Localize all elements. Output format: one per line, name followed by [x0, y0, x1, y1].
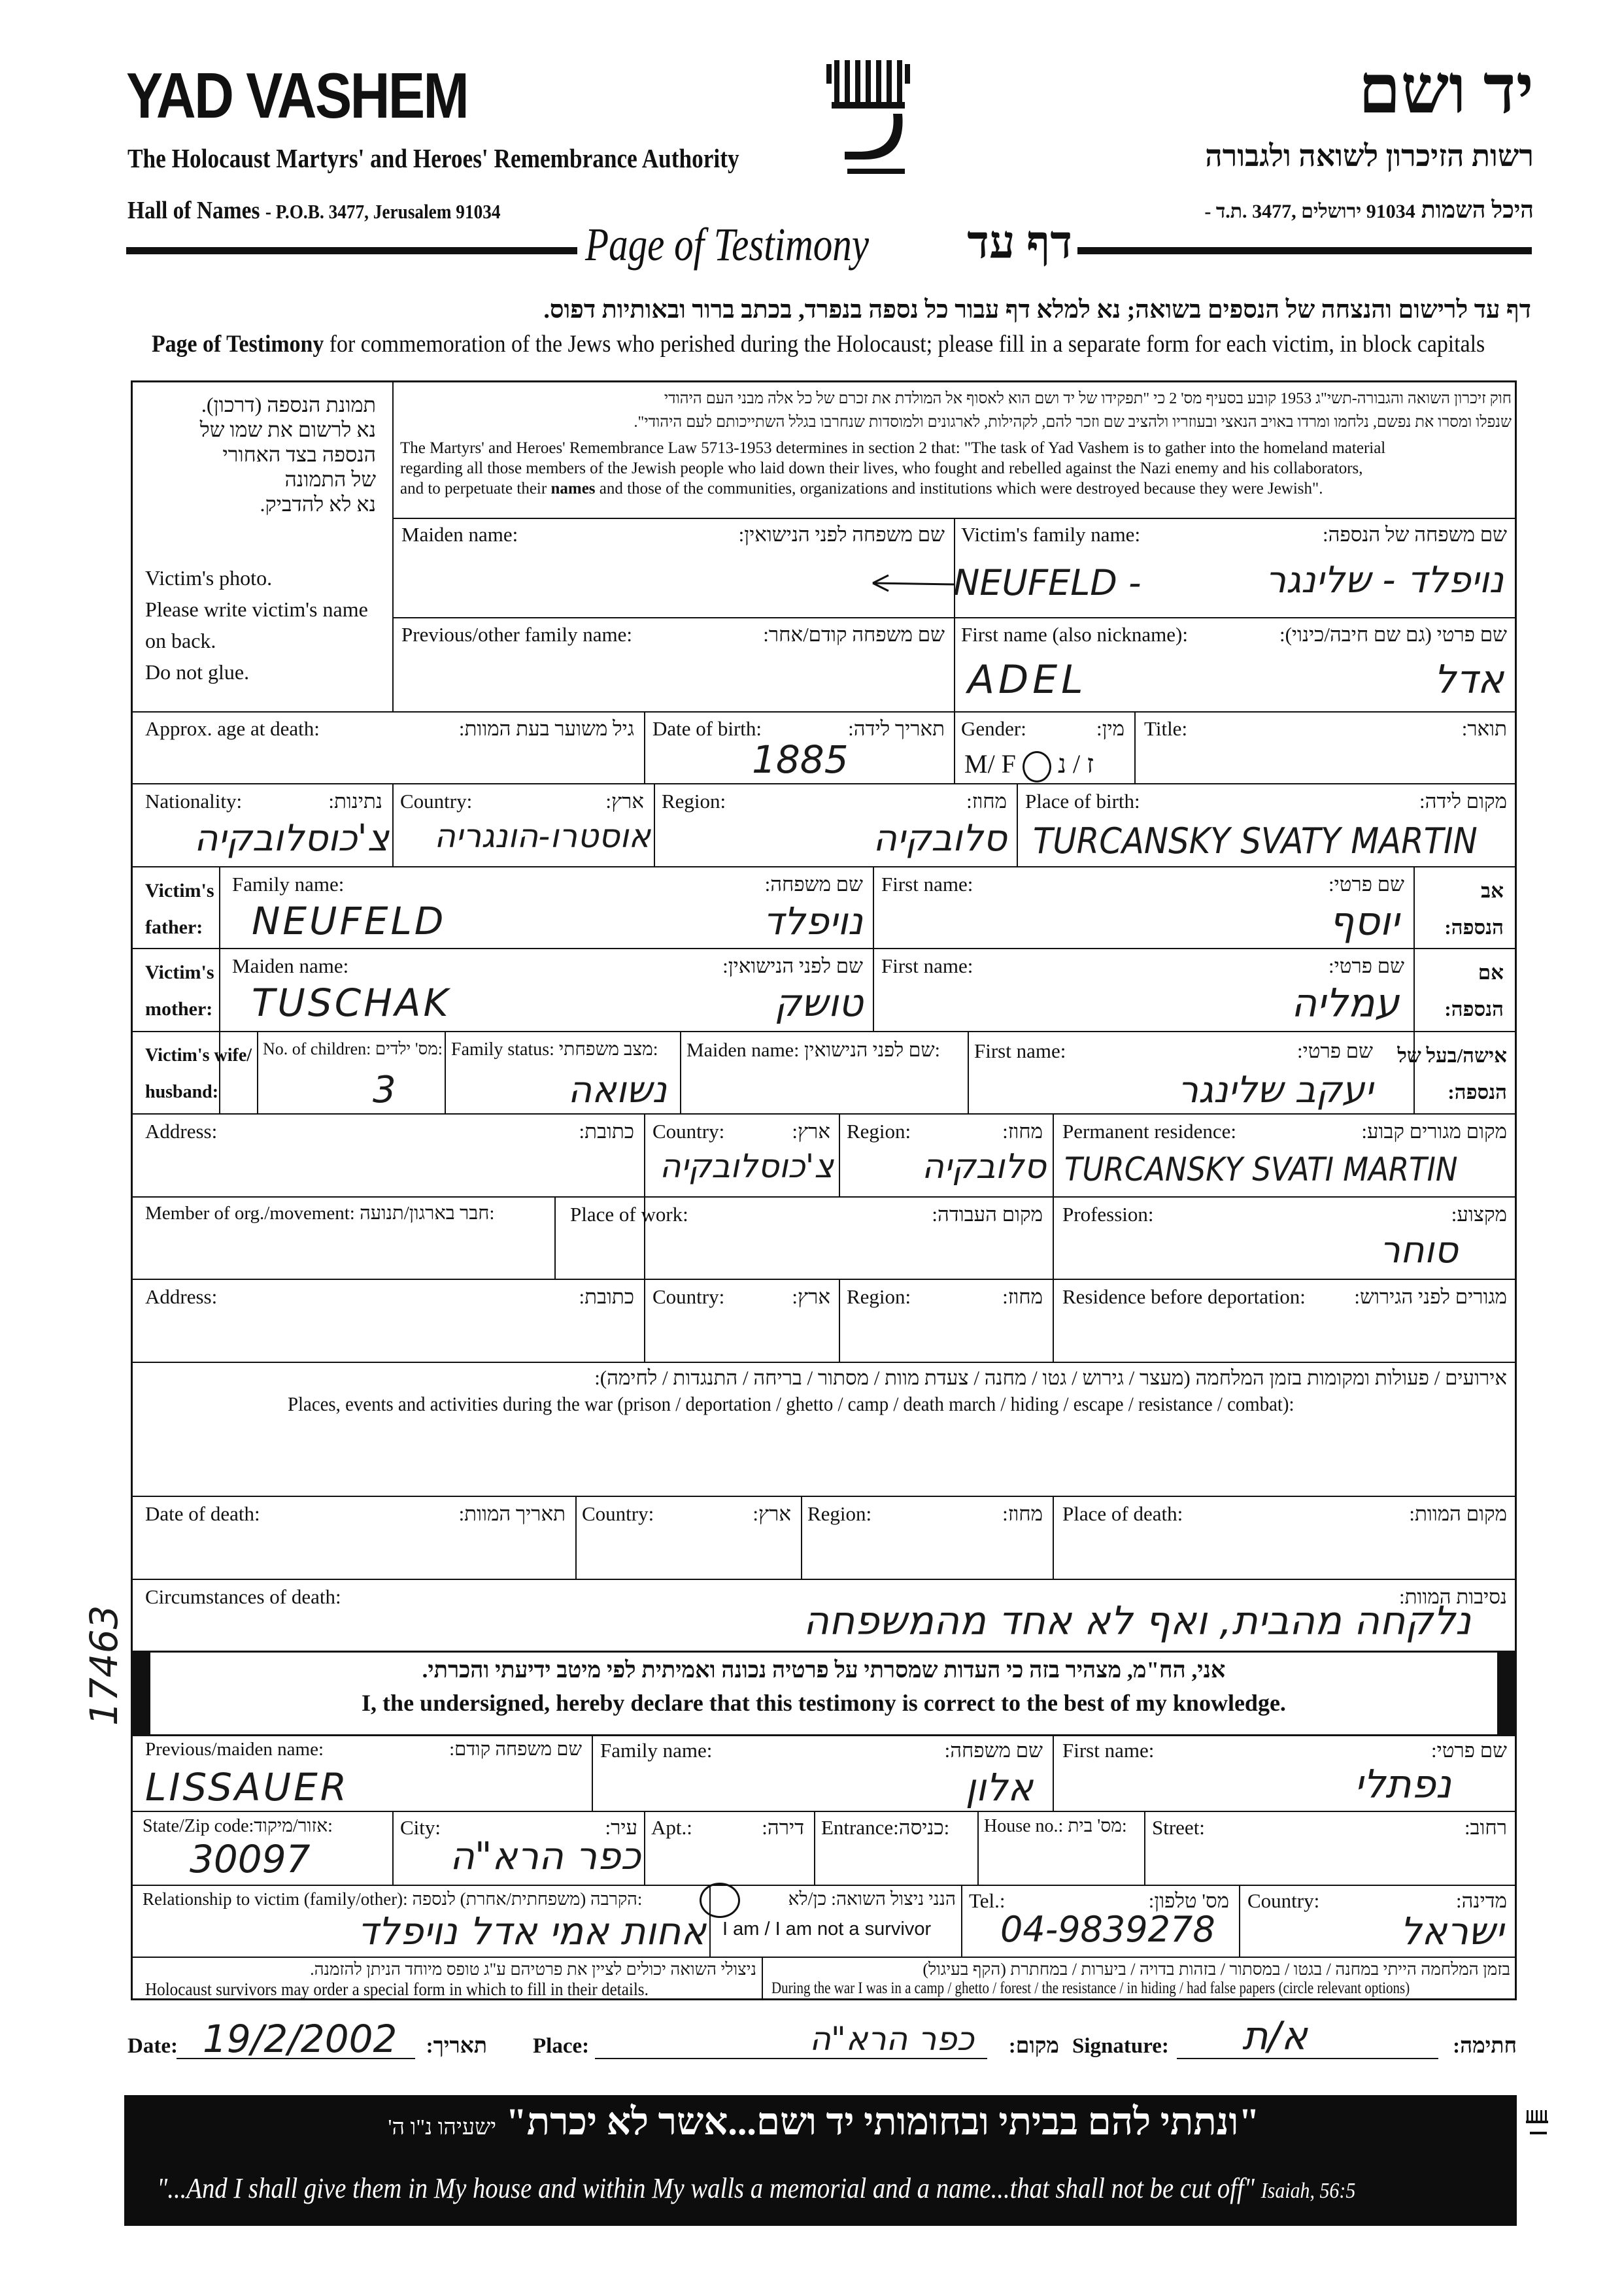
circumstances-label-he: נסיבות המוות: [1399, 1585, 1507, 1608]
father-first-value[interactable]: יוסף [1328, 899, 1399, 945]
country-label-he: ארץ: [605, 790, 644, 813]
previous-family-name-label: Previous/other family name: [401, 623, 632, 646]
addr-region-value[interactable]: סלובקיה [921, 1147, 1046, 1186]
tel-value[interactable]: 04-9839278 [1000, 1909, 1215, 1950]
spouse-first-label-he: שם פרטי: [1297, 1039, 1373, 1062]
authority-en: The Holocaust Martyrs' and Heroes' Remembrance Authority [127, 143, 739, 173]
address2-label-he: כתובת: [579, 1285, 634, 1308]
submitter-country-label-he: מדינה: [1456, 1889, 1507, 1912]
profession-label-he: מקצוע: [1451, 1203, 1507, 1226]
maiden-name-label: Maiden name: [401, 523, 518, 546]
mother-first-value[interactable]: עמליה [1291, 981, 1399, 1026]
submitter-first-label: First name: [1062, 1739, 1155, 1762]
street-label: Street: [1152, 1816, 1205, 1839]
mother-maiden-label-he: שם לפני הנישואין: [722, 954, 863, 977]
photo-instructions-en: Victim's photo. Please write victim's name on back. Do not glue. [145, 566, 368, 684]
dob-label-he: תאריך לידה: [848, 717, 945, 740]
mother-label-he: אם הנספה: [1444, 961, 1504, 1020]
address-label: Address: [145, 1120, 218, 1143]
survivor-label-he: הנני ניצול השואה: כן/לא [788, 1889, 956, 1909]
page-title-en: Page of Testimony [585, 218, 870, 271]
gender-circle [1023, 751, 1051, 782]
archive-number: 17463 [82, 1605, 126, 1726]
member-org-label: Member of org./movement: חבר בארגון/תנועה: [145, 1203, 495, 1224]
intro-he: דף עד לרישום והנצחה של הנספים בשואה; נא למלא דף עבור כל נספה בנפרד, בכתב ברור ובאותיות דפוס. [543, 296, 1531, 324]
org-name-en: YAD VASHEM [126, 59, 468, 131]
addr-country-label-he: ארץ: [792, 1120, 830, 1143]
spouse-first-value[interactable]: יעקב שלינגר [1177, 1069, 1373, 1111]
city-value[interactable]: כפר הרא"ה [449, 1834, 641, 1878]
spouse-maiden-label: Maiden name: שם לפני הנישואין: [686, 1039, 940, 1061]
permanent-residence-label-he: מקום מגורים קבוע: [1361, 1120, 1507, 1143]
place-of-work-label-he: מקום העבודה: [932, 1203, 1043, 1226]
submitter-family-label: Family name: [600, 1739, 713, 1762]
photo-instructions-he: תמונת הנספה (דרכון). נא לרשום את שמו של הנספה בצד האחורי של התמונה נא לא להדביק. [199, 393, 376, 516]
entrance-label: Entrance:כניסה: [821, 1816, 950, 1839]
submitter-family-label-he: שם משפחה: [944, 1739, 1043, 1762]
family-status-value[interactable]: נשואה [567, 1069, 667, 1111]
addr2-region-label: Region: [847, 1285, 911, 1308]
submitter-first-value[interactable]: נפתלי [1354, 1762, 1451, 1807]
victim-family-name-label: Victim's family name: [961, 523, 1141, 546]
submitter-prev-name-label-he: שם משפחה קודם: [449, 1739, 582, 1760]
father-label-he: אב הנספה: [1444, 879, 1504, 939]
death-region-label: Region: [807, 1502, 872, 1525]
street-label-he: רחוב: [1464, 1816, 1507, 1839]
region-label: Region: [662, 790, 726, 813]
children-value[interactable]: 3 [373, 1069, 396, 1111]
signature-label: Signature: [1072, 2034, 1169, 2058]
addr-region-label-he: מחוז: [1002, 1120, 1043, 1143]
place-label-he: מקום: [1008, 2034, 1059, 2058]
addr2-country-label: Country: [652, 1285, 725, 1308]
law-text-en: The Martyrs' and Heroes' Remembrance Law 5713-1953 determines in section 2 that: "The task of Yad Vashem is to gather into the homeland material regarding all those members of the Jewish people who laid down their lives, who fought and rebelled against the Nazi enemy and his collaborators, and to perpetuate their names and those of the communities, organizations and institutions which were destroyed because they were Jewish". [400, 439, 1386, 497]
profession-value[interactable]: סוחר [1379, 1229, 1458, 1271]
addr-country-value[interactable]: צ'כוסלובקיה [659, 1147, 834, 1185]
permanent-residence-label: Permanent residence: [1062, 1120, 1236, 1143]
war-status-he: בזמן המלחמה הייתי במחנה / בגטו / במסתור / בזהות בדויה / ביערות / במחתרת (הקף בעיגול) [922, 1960, 1510, 1979]
address-label-he: כתובת: [579, 1120, 634, 1143]
mother-maiden-label: Maiden name: [232, 954, 349, 977]
previous-family-name-label-he: שם משפחה קודם/אחר: [763, 623, 945, 646]
place-label: Place: [533, 2034, 590, 2058]
date-label-he: תאריך: [426, 2034, 487, 2058]
date-of-death-label-he: תאריך המוות: [458, 1502, 566, 1525]
city-label-he: עיר: [605, 1816, 637, 1839]
first-name-value-he[interactable]: אדל [1434, 657, 1504, 703]
declaration-bar-left [131, 1651, 150, 1734]
first-name-label: First name (also nickname): [961, 623, 1188, 646]
place-of-death-label: Place of death: [1062, 1502, 1183, 1525]
spouse-label: Victim's wife/ husband: [145, 1045, 252, 1102]
nationality-label-he: נתינות: [328, 790, 382, 813]
profession-label: Profession: [1062, 1203, 1154, 1226]
addr-region-label: Region: [847, 1120, 911, 1143]
quote-en: "...And I shall give them in My house and within My walls a memorial and a name...that shall not be cut off" Isaiah, 56:5 [157, 2172, 1356, 2204]
header-rule-left [126, 247, 577, 254]
place-of-birth-label-he: מקום לידה: [1419, 790, 1507, 813]
death-country-label-he: ארץ: [753, 1502, 791, 1525]
age-label: Approx. age at death: [145, 717, 320, 740]
maiden-name-label-he: שם משפחה לפני הנישואין: [738, 523, 945, 546]
mother-maiden-value-en[interactable]: TUSCHAK [252, 981, 451, 1025]
war-events-label-he: אירועים / פעולות ומקומות בזמן המלחמה (מעצר / גירוש / גטו / מחנה / צעדת מוות / מסתור / בריחה / התנגדות / לחימה): [594, 1366, 1507, 1389]
relationship-value[interactable]: אחות אמי אדל נויפלד [357, 1909, 706, 1953]
father-family-label: Family name: [232, 873, 345, 896]
place-of-work-label: Place of work: [570, 1203, 688, 1226]
country-label: Country: [400, 790, 473, 813]
country-value[interactable]: אוסטרו-הונגריה [434, 817, 651, 855]
submitter-country-value[interactable]: ישראל [1400, 1909, 1504, 1953]
mother-label: Victim's mother: [145, 962, 214, 1020]
gender-options[interactable]: M/ F ז / נ [964, 748, 1094, 782]
declaration-he: אני, הח"מ, מצהיר בזה כי העדות שמסרתי על פרטיה נכונה ואמיתית לפי מיטב ידיעתי והכרתי. [422, 1657, 1226, 1683]
apt-label: Apt.: [651, 1816, 692, 1839]
father-first-label: First name: [881, 873, 973, 896]
page-title-he: דף עד [967, 218, 1072, 268]
law-text-he: חוק זיכרון השואה והגבורה-תשי"ג 1953 קובע בסעיף מס' 2 כי "תפקידו של יד ושם הוא לאסוף אל המולדת את זכרם של כל אלה מבני העם היהודי שנפלו ומסרו את נפשם, נלחמו ומרדו באויב הנאצי ובעוזריו ולהציב שם וזכר להם, לקהילות, לארגונים ולמוסדות שנחרבו בגלל השתייכותם לעם היהודי". [634, 390, 1512, 431]
mother-first-label-he: שם פרטי: [1328, 954, 1404, 977]
title-label: Title: [1144, 717, 1188, 740]
org-name-he: יד ושם [1358, 52, 1534, 127]
father-family-value-en[interactable]: NEUFELD [252, 899, 447, 943]
date-label: Date: [127, 2034, 178, 2058]
zip-label: State/Zip code:אזור/מיקוד: [143, 1816, 333, 1836]
age-label-he: גיל משוער בעת המוות: [458, 717, 634, 740]
hall-of-names-he: היכל השמות 91034 ירושלים ,3477 .ת.ד - [1204, 197, 1534, 223]
declaration-bar-right [1497, 1651, 1517, 1734]
father-first-label-he: שם פרטי: [1328, 873, 1404, 896]
intro-en: Page of Testimony for commemoration of the Jews who perished during the Holocaust; please fill in a separate form for each victim, in block capitals [152, 331, 1485, 358]
region-value[interactable]: סלובקיה [873, 817, 1007, 860]
victim-family-name-value-he[interactable]: נויפלד - שלינגר [1265, 559, 1504, 601]
nationality-label: Nationality: [145, 790, 243, 813]
place-of-birth-label: Place of birth: [1025, 790, 1140, 813]
city-label: City: [400, 1816, 441, 1839]
addr2-region-label-he: מחוז: [1002, 1285, 1043, 1308]
submitter-prev-name-value[interactable]: LISSAUER [145, 1765, 350, 1809]
addr2-country-label-he: ארץ: [792, 1285, 830, 1308]
house-no-label: House no.: מס' בית: [984, 1816, 1127, 1836]
war-status-en: During the war I was in a camp / ghetto / forest / the resistance / in hiding / had false papers (circle relevant options) [771, 1979, 1410, 1997]
children-label: No. of children: מס' ילדים: [263, 1039, 443, 1058]
father-family-value-he[interactable]: נויפלד [763, 899, 863, 943]
tel-label: Tel.: [969, 1889, 1006, 1912]
place-of-death-label-he: מקום המוות: [1409, 1502, 1507, 1525]
gender-label: Gender: [961, 717, 1026, 740]
address2-label: Address: [145, 1285, 218, 1308]
family-status-label: Family status: מצב משפחתי: [451, 1039, 658, 1060]
victim-family-name-label-he: שם משפחה של הנספה: [1323, 523, 1507, 546]
death-region-label-he: מחוז: [1002, 1502, 1043, 1525]
zip-value[interactable]: 30097 [190, 1837, 311, 1881]
spouse-first-label: First name: [974, 1039, 1066, 1062]
signature-value[interactable]: א/ת [1242, 2013, 1308, 2059]
nationality-value[interactable]: צ'כוסלובקיה [194, 817, 389, 860]
survivors-note-en: Holocaust survivors may order a special form in which to fill in their details. [145, 1979, 649, 1999]
circumstances-value[interactable]: נלקחה מהבית, ואף לא אחד מהמשפחה [803, 1598, 1471, 1644]
dob-value[interactable]: 1885 [752, 737, 849, 782]
gender-label-he: מין: [1096, 717, 1125, 740]
survivor-circle [700, 1883, 740, 1918]
place-value[interactable]: כפר הרא"ה [809, 2020, 974, 2058]
authority-he: רשות הזיכרון לשואה ולגבורה [1205, 139, 1534, 173]
father-label: Victim's father: [145, 880, 214, 938]
relationship-label: Relationship to victim (family/other): הקרבה (משפחתית/אחרת) לנספה: [143, 1889, 643, 1909]
mother-maiden-value-he[interactable]: טושק [774, 981, 863, 1025]
residence-before-deportation-label-he: מגורים לפני הגירוש: [1354, 1285, 1507, 1308]
addr-country-label: Country: [652, 1120, 725, 1143]
declaration-en: I, the undersigned, hereby declare that this testimony is correct to the best of my knowledge. [362, 1690, 1286, 1716]
date-value[interactable]: 19/2/2002 [203, 2017, 398, 2061]
permanent-residence-value[interactable]: TURCANSKY SVATI MARTIN [1064, 1151, 1458, 1188]
submitter-first-label-he: שם פרטי: [1431, 1739, 1507, 1762]
mother-first-label: First name: [881, 954, 973, 977]
father-family-label-he: שם משפחה: [764, 873, 863, 896]
circumstances-label: Circumstances of death: [145, 1585, 341, 1608]
date-of-death-label: Date of death: [145, 1502, 260, 1525]
small-logo-icon [1525, 2108, 1551, 2144]
apt-label-he: דירה: [762, 1816, 804, 1839]
arrow-icon [866, 570, 958, 599]
tel-label-he: מס' טלפון: [1148, 1889, 1229, 1912]
region-label-he: מחוז: [966, 790, 1007, 813]
submitter-country-label: Country: [1247, 1889, 1320, 1912]
survivors-note-he: ניצולי השואה יכולים לציין את פרטיהם ע"ג טופס מיוחד הניתן להזמנה. [310, 1960, 756, 1979]
first-name-value-en[interactable]: ADEL [968, 657, 1087, 703]
spouse-label-he: אישה/בעל של הנספה: [1397, 1044, 1507, 1103]
signature-label-he: חתימה: [1453, 2034, 1517, 2058]
yad-vashem-logo [825, 54, 917, 184]
residence-before-deportation-label: Residence before deportation: [1062, 1285, 1306, 1308]
dob-label: Date of birth: [652, 717, 762, 740]
submitter-prev-name-label: Previous/maiden name: [145, 1739, 324, 1760]
death-country-label: Country: [582, 1502, 654, 1525]
first-name-label-he: שם פרטי (גם שם חיבה/כינוי): [1279, 623, 1507, 646]
submitter-family-value[interactable]: אלון [965, 1765, 1033, 1809]
header-rule-right [1077, 247, 1532, 254]
place-of-birth-value[interactable]: TURCANSKY SVATY MARTIN [1033, 820, 1478, 862]
title-label-he: תואר: [1461, 717, 1507, 740]
quote-he: "ונתתי להם בביתי ובחומותי יד ושם...אשר לא יכרת" ישעיהו נ"ו ה' [388, 2100, 1260, 2143]
hall-of-names-en: Hall of Names - P.O.B. 3477, Jerusalem 91034 [127, 197, 501, 224]
war-events-label-en: Places, events and activities during the war (prison / deportation / ghetto / camp / death march / hiding / escape / resistance / combat): [288, 1392, 1294, 1415]
victim-family-name-value-en[interactable]: NEUFELD - [953, 562, 1142, 603]
survivor-option-en[interactable]: I am / I am not a survivor [722, 1919, 932, 1940]
